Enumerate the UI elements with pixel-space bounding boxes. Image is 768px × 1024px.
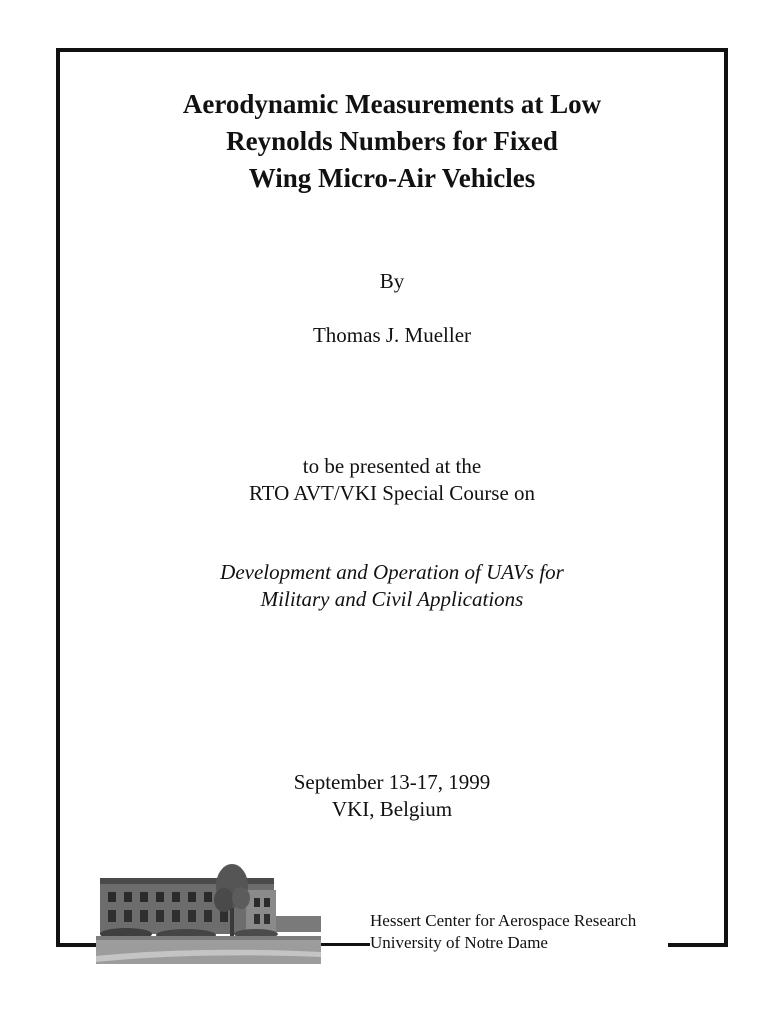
event-dates: September 13-17, 1999: [293, 770, 491, 794]
page-border-top: [56, 48, 728, 52]
title-line-3: Wing Micro-Air Vehicles: [248, 163, 536, 193]
building-photo: [96, 860, 321, 964]
event-location: VKI, Belgium: [331, 797, 453, 821]
course-title-line-1: Development and Operation of UAVs for: [220, 560, 564, 584]
page-border-bottom-left: [56, 943, 100, 947]
presentation-line-2: RTO AVT/VKI Special Course on: [248, 481, 536, 505]
presentation-line-1: to be presented at the: [302, 454, 482, 478]
title-line-2: Reynolds Numbers for Fixed: [226, 126, 558, 156]
page-border-right: [724, 48, 728, 947]
author-name: Thomas J. Mueller: [312, 323, 472, 347]
institution-line-1: Hessert Center for Aerospace Research: [370, 911, 637, 930]
course-title-line-2: Military and Civil Applications: [260, 587, 524, 611]
page-border-bottom-right: [668, 943, 728, 947]
institution-block: [370, 910, 636, 954]
title-line-1: Aerodynamic Measurements at Low: [182, 89, 602, 119]
document-title: [60, 86, 724, 197]
by-label: By: [379, 269, 405, 293]
page-border-bottom-mid: [320, 943, 370, 946]
institution-line-2: University of Notre Dame: [370, 933, 548, 952]
